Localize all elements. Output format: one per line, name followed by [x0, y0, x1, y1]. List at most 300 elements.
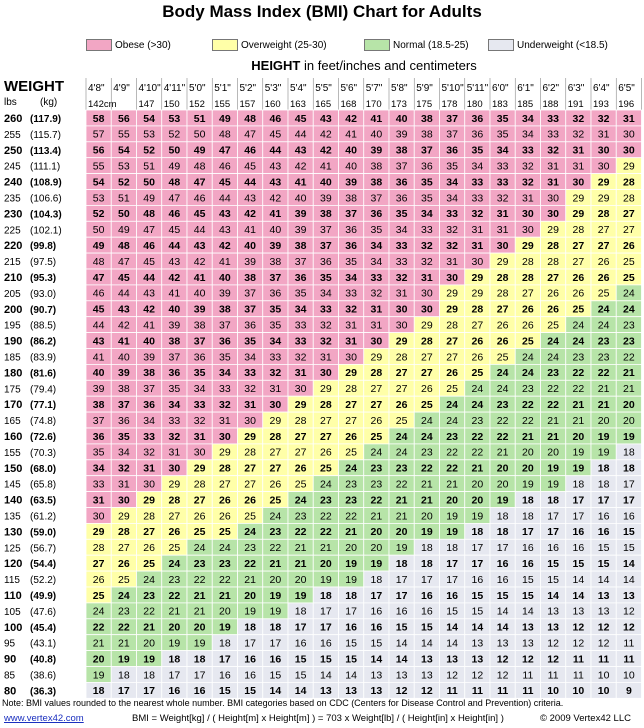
bmi-value: 11 [497, 685, 509, 698]
bmi-value: 26 [522, 303, 534, 316]
bmi-value: 25 [623, 255, 635, 268]
bmi-value: 26 [320, 446, 332, 459]
bmi-value: 18 [446, 542, 458, 555]
bmi-value: 24 [168, 558, 181, 570]
bmi-value: 15 [471, 605, 484, 618]
bmi-value: 41 [370, 112, 383, 125]
bmi-value: 33 [471, 192, 484, 205]
bmi-value: 13 [345, 685, 357, 698]
bmi-value: 36 [395, 192, 408, 205]
bmi-value: 17 [547, 526, 559, 539]
bmi-value: 22 [597, 367, 610, 380]
bmi-value: 26 [118, 558, 130, 570]
bmi-value: 32 [294, 351, 307, 364]
bmi-value: 32 [446, 240, 458, 252]
bmi-value: 26 [471, 351, 484, 364]
bmi-value: 24 [547, 351, 559, 364]
bmi-value: 43 [193, 240, 206, 252]
bmi-value: 21 [320, 542, 332, 555]
bmi-value: 42 [118, 319, 130, 332]
bmi-value: 32 [168, 430, 181, 443]
bmi-value: 56 [92, 144, 105, 157]
bmi-value: 16 [547, 542, 559, 555]
bmi-value: 35 [193, 367, 206, 380]
bmi-value: 14 [572, 573, 585, 586]
bmi-value: 11 [471, 685, 483, 698]
weight-lbs-label: 100 [4, 621, 23, 634]
bmi-value: 21 [471, 462, 484, 475]
bmi-value: 11 [522, 669, 534, 682]
bmi-value: 28 [92, 542, 105, 555]
bmi-value: 39 [370, 144, 383, 157]
bmi-value: 14 [496, 605, 509, 618]
bmi-value: 20 [219, 605, 231, 618]
bmi-value: 12 [471, 669, 484, 682]
bmi-value: 36 [320, 255, 332, 268]
bmi-value: 44 [92, 319, 105, 332]
bmi-value: 23 [118, 605, 130, 618]
bmi-value: 30 [269, 399, 282, 411]
bmi-value: 27 [597, 224, 610, 237]
bmi-value: 24 [496, 383, 509, 396]
bmi-value: 45 [143, 255, 155, 268]
bmi-value: 22 [269, 542, 282, 555]
weight-lbs-label: 150 [4, 462, 23, 475]
height-caption-bold: HEIGHT [251, 58, 301, 73]
bmi-value: 23 [193, 558, 206, 570]
height-ft-label: 6'1" [517, 83, 534, 94]
bmi-value: 21 [118, 637, 130, 650]
bmi-value: 22 [572, 383, 585, 396]
bmi-value: 11 [446, 685, 458, 698]
weight-kg-label: (45.4) [30, 622, 57, 634]
bmi-value: 30 [244, 414, 256, 427]
height-ft-label: 6'0" [492, 83, 509, 94]
bmi-value: 18 [522, 494, 534, 507]
bmi-value: 30 [623, 128, 635, 141]
bmi-value: 31 [547, 160, 559, 173]
bmi-value: 39 [269, 240, 282, 252]
bmi-value: 32 [143, 446, 155, 459]
bmi-value: 10 [623, 669, 635, 682]
bmi-value: 17 [244, 637, 256, 650]
bmi-value: 24 [92, 605, 105, 618]
bmi-value: 25 [269, 494, 282, 507]
bmi-value: 37 [294, 255, 307, 268]
bmi-value: 40 [345, 160, 357, 173]
bmi-value: 31 [370, 319, 383, 332]
bmi-value: 18 [370, 573, 383, 586]
bmi-value: 19 [446, 526, 458, 539]
bmi-value: 12 [572, 621, 585, 634]
bmi-value: 35 [118, 430, 130, 443]
bmi-value: 33 [269, 351, 282, 364]
weight-lbs-label: 260 [4, 113, 23, 125]
bmi-value: 24 [219, 542, 231, 555]
bmi-value: 40 [370, 128, 383, 141]
bmi-value: 30 [395, 319, 408, 332]
bmi-value: 32 [320, 335, 332, 348]
bmi-value: 17 [395, 573, 408, 586]
bmi-value: 31 [395, 287, 408, 300]
bmi-value: 16 [597, 510, 610, 523]
bmi-value: 47 [143, 224, 155, 237]
weight-lbs-label: 245 [4, 161, 21, 173]
height-ft-label: 5'6" [340, 83, 358, 94]
bmi-value: 30 [597, 144, 610, 157]
bmi-value: 53 [92, 192, 105, 205]
bmi-value: 21 [244, 573, 256, 586]
bmi-value: 33 [395, 255, 408, 268]
bmi-value: 22 [547, 399, 559, 411]
bmi-value: 40 [118, 351, 130, 364]
bmi-value: 26 [294, 462, 307, 475]
height-ft-label: 4'8" [88, 83, 105, 94]
bmi-value: 28 [168, 494, 181, 507]
bmi-value: 30 [143, 478, 155, 491]
bmi-value: 12 [421, 685, 433, 698]
bmi-value: 13 [522, 621, 534, 634]
bmi-value: 19 [547, 462, 559, 475]
bmi-value: 10 [597, 685, 610, 698]
height-ft-label: 4'11" [163, 83, 186, 94]
bmi-value: 44 [294, 128, 307, 141]
bmi-value: 36 [168, 367, 181, 380]
bmi-value: 48 [118, 240, 130, 252]
weight-kg-label: (113.4) [30, 145, 62, 157]
bmi-value: 37 [370, 192, 383, 205]
bmi-value: 20 [522, 462, 534, 475]
weight-kg-label: (108.9) [30, 177, 62, 189]
bmi-value: 31 [345, 319, 357, 332]
bmi-value: 28 [395, 351, 408, 364]
bmi-value: 34 [421, 208, 433, 221]
weight-lbs-label: 205 [4, 288, 21, 300]
bmi-value: 34 [269, 335, 282, 348]
bmi-value: 20 [471, 494, 484, 507]
bmi-value: 47 [92, 271, 105, 284]
bmi-value: 35 [269, 319, 282, 332]
bmi-value: 22 [446, 462, 458, 475]
bmi-value: 22 [244, 558, 256, 570]
bmi-value: 30 [597, 160, 610, 173]
weight-kg-label: (79.4) [30, 384, 57, 396]
bmi-value: 24 [395, 430, 408, 443]
bmi-value: 36 [471, 112, 484, 125]
bmi-value: 40 [345, 144, 357, 157]
bmi-value: 26 [395, 399, 408, 411]
bmi-value: 45 [168, 224, 181, 237]
bmi-value: 26 [597, 271, 610, 284]
bmi-value: 15 [370, 637, 383, 650]
bmi-value: 21 [547, 414, 559, 427]
bmi-value: 56 [118, 112, 130, 125]
bmi-value: 26 [522, 319, 534, 332]
bmi-value: 22 [118, 621, 130, 634]
bmi-value: 27 [92, 558, 105, 570]
bmi-value: 27 [370, 383, 383, 396]
height-ft-label: 5'1" [214, 83, 231, 94]
bmi-value: 31 [421, 271, 433, 284]
bmi-value: 26 [345, 430, 357, 443]
bmi-value: 35 [471, 144, 484, 157]
bmi-value: 25 [522, 335, 534, 348]
bmi-value: 17 [168, 669, 181, 682]
bmi-value: 41 [168, 287, 181, 300]
bmi-value: 27 [623, 208, 635, 221]
bmi-value: 23 [547, 367, 559, 380]
bmi-value: 21 [623, 383, 635, 396]
weight-kg-label: (77.1) [30, 400, 57, 412]
bmi-value: 18 [320, 589, 332, 602]
bmi-value: 29 [446, 303, 458, 316]
weight-lbs-label: 200 [4, 303, 23, 316]
bmi-value: 10 [597, 669, 610, 682]
legend-label-obese: Obese (>30) [115, 39, 171, 51]
bmi-value: 32 [421, 240, 433, 252]
bmi-value: 27 [269, 446, 282, 459]
legend-label-underweight: Underweight (<18.5) [517, 39, 608, 51]
bmi-value: 24 [623, 303, 635, 316]
bmi-value: 15 [522, 589, 534, 602]
weight-kg-label: (106.6) [30, 193, 62, 205]
bmi-value: 35 [168, 383, 181, 396]
bmi-value: 32 [496, 192, 509, 205]
bmi-value: 29 [118, 510, 130, 523]
bmi-value: 19 [446, 510, 458, 523]
weight-kg-label: (56.7) [30, 543, 57, 555]
bmi-value: 32 [572, 128, 585, 141]
bmi-value: 35 [395, 208, 408, 221]
bmi-value: 14 [421, 637, 433, 650]
bmi-value: 44 [168, 240, 181, 252]
weight-kg-label: (63.5) [30, 495, 57, 507]
bmi-value: 27 [471, 319, 484, 332]
bmi-value: 39 [143, 351, 155, 364]
bmi-value: 28 [118, 526, 130, 539]
bmi-value: 41 [269, 208, 282, 221]
bmi-value: 25 [193, 526, 206, 539]
bmi-value: 17 [370, 589, 383, 602]
bmi-value: 15 [496, 589, 509, 602]
bmi-value: 32 [395, 271, 408, 284]
bmi-formula: BMI = Weight[kg] / ( Height[m] x Height[m] ) = 703 x Weight[lb] / ( Height[in] x Height[in] ) [132, 713, 504, 724]
bmi-value: 19 [269, 605, 282, 618]
bmi-value: 33 [547, 128, 559, 141]
bmi-value: 18 [269, 621, 282, 634]
bmi-value: 30 [421, 303, 433, 316]
bmi-value: 26 [496, 319, 509, 332]
bmi-value: 26 [446, 367, 458, 380]
bmi-value: 34 [143, 414, 155, 427]
bmi-value: 11 [623, 637, 635, 650]
bmi-value: 14 [496, 621, 509, 634]
weight-kg-label: (111.1) [30, 161, 61, 173]
bmi-value: 35 [496, 128, 509, 141]
bmi-value: 21 [496, 446, 509, 459]
bmi-value: 36 [446, 144, 458, 157]
bmi-value: 13 [572, 605, 585, 618]
bmi-value: 22 [294, 526, 307, 539]
bmi-value: 44 [219, 192, 231, 205]
bmi-value: 16 [496, 573, 509, 586]
bmi-value: 34 [244, 351, 256, 364]
bmi-value: 35 [294, 287, 307, 300]
bmi-value: 39 [193, 303, 206, 316]
bmi-value: 34 [92, 462, 105, 475]
weight-lbs-label: 120 [4, 558, 23, 571]
bmi-value: 30 [547, 208, 559, 221]
bmi-value: 44 [269, 144, 282, 157]
bmi-value: 49 [219, 112, 231, 125]
bmi-value: 28 [421, 335, 433, 348]
height-ft-label: 5'11" [466, 83, 489, 94]
bmi-value: 22 [496, 414, 509, 427]
bmi-value: 18 [118, 669, 130, 682]
bmi-value: 25 [572, 303, 585, 316]
height-cm-label: 152 [189, 99, 205, 110]
bmi-value: 24 [320, 478, 332, 491]
bmi-value: 27 [421, 351, 433, 364]
bmi-value: 31 [446, 255, 458, 268]
bmi-value: 18 [345, 589, 357, 602]
height-cm-label: 185 [517, 99, 534, 110]
bmi-value: 17 [219, 653, 231, 666]
bmi-value: 10 [547, 685, 559, 698]
bmi-value: 20 [572, 430, 585, 443]
bmi-value: 50 [143, 176, 155, 189]
legend-label-overweight: Overweight (25-30) [241, 39, 327, 51]
bmi-value: 27 [446, 351, 458, 364]
bmi-value: 25 [547, 319, 559, 332]
bmi-value: 14 [623, 573, 635, 586]
bmi-value: 28 [496, 287, 509, 300]
bmi-value: 30 [496, 240, 509, 252]
bmi-value: 31 [471, 224, 484, 237]
height-cm-label: 175 [416, 99, 433, 110]
bmi-value: 29 [597, 176, 610, 189]
bmi-value: 41 [320, 160, 332, 173]
bmi-value: 41 [294, 176, 307, 189]
bmi-value: 26 [219, 510, 231, 523]
bmi-value: 41 [118, 335, 130, 348]
bmi-value: 30 [219, 430, 231, 443]
bmi-value: 16 [572, 526, 585, 539]
bmi-value: 41 [92, 351, 105, 364]
bmi-value: 17 [320, 621, 332, 634]
bmi-value: 19 [118, 653, 130, 666]
bmi-value: 39 [294, 224, 307, 237]
bmi-value: 34 [118, 446, 130, 459]
bmi-value: 31 [269, 383, 282, 396]
bmi-value: 45 [193, 208, 206, 221]
weight-lbs-label: 255 [4, 129, 21, 141]
bmi-value: 40 [193, 287, 206, 300]
bmi-value: 46 [244, 144, 256, 157]
bmi-value: 54 [118, 144, 130, 157]
bmi-value: 17 [623, 478, 635, 491]
bmi-value: 23 [370, 478, 383, 491]
bmi-value: 19 [269, 589, 282, 602]
bmi-value: 27 [244, 462, 256, 475]
bmi-value: 21 [421, 494, 433, 507]
weight-lbs-label: 90 [4, 653, 17, 666]
bmi-value: 18 [623, 446, 635, 459]
vertex42-link[interactable]: www.vertex42.com [4, 713, 84, 724]
bmi-value: 47 [193, 176, 206, 189]
bmi-value: 27 [623, 224, 635, 237]
bmi-value: 20 [522, 446, 534, 459]
bmi-value: 57 [92, 128, 105, 141]
bmi-value: 44 [143, 271, 155, 284]
bmi-value: 14 [597, 573, 610, 586]
bmi-value: 33 [294, 319, 307, 332]
bmi-value: 16 [168, 685, 181, 698]
bmi-value: 18 [623, 462, 635, 475]
height-cm-label: 183 [492, 99, 508, 110]
bmi-value: 31 [92, 494, 105, 507]
bmi-value: 14 [547, 589, 559, 602]
bmi-value: 37 [320, 224, 332, 237]
bmi-value: 24 [193, 542, 206, 555]
bmi-value: 17 [193, 669, 206, 682]
bmi-value: 24 [623, 287, 635, 300]
bmi-value: 21 [168, 605, 181, 618]
bmi-value: 20 [496, 462, 509, 475]
bmi-value: 25 [143, 558, 155, 570]
bmi-value: 36 [269, 287, 282, 300]
bmi-value: 20 [320, 558, 332, 570]
bmi-value: 17 [471, 558, 484, 570]
bmi-value: 24 [345, 462, 357, 475]
bmi-value: 52 [143, 144, 155, 157]
bmi-value: 26 [623, 240, 635, 252]
bmi-value: 22 [522, 414, 534, 427]
weight-kg-label: (86.2) [30, 336, 57, 348]
bmi-value: 21 [395, 510, 408, 523]
bmi-value: 45 [244, 160, 256, 173]
bmi-value: 29 [421, 319, 433, 332]
bmi-value: 34 [471, 160, 484, 173]
height-ft-label: 5'0" [189, 83, 206, 94]
bmi-value: 17 [395, 589, 408, 602]
bmi-value: 30 [522, 224, 534, 237]
bmi-value: 20 [370, 542, 383, 555]
bmi-value: 38 [168, 335, 181, 348]
bmi-value: 20 [345, 542, 357, 555]
bmi-value: 48 [219, 128, 231, 141]
weight-kg-label: (72.6) [30, 432, 57, 443]
bmi-value: 16 [623, 510, 635, 523]
height-cm-label: 193 [593, 99, 609, 110]
weight-lbs-label: 215 [4, 257, 21, 269]
bmi-value: 22 [320, 510, 332, 523]
height-cm-label: 160 [264, 99, 281, 110]
bmi-value: 42 [219, 240, 231, 252]
bmi-value: 18 [471, 526, 484, 539]
bmi-value: 22 [143, 605, 155, 618]
bmi-value: 19 [547, 478, 559, 491]
bmi-value: 13 [446, 653, 458, 666]
bmi-value: 16 [345, 621, 357, 634]
bmi-value: 24 [446, 414, 458, 427]
bmi-value: 27 [193, 494, 206, 507]
bmi-value: 19 [496, 494, 509, 507]
bmi-value: 11 [547, 669, 559, 682]
bmi-value: 30 [118, 494, 130, 507]
bmi-value: 14 [269, 685, 282, 698]
bmi-value: 29 [244, 430, 256, 443]
